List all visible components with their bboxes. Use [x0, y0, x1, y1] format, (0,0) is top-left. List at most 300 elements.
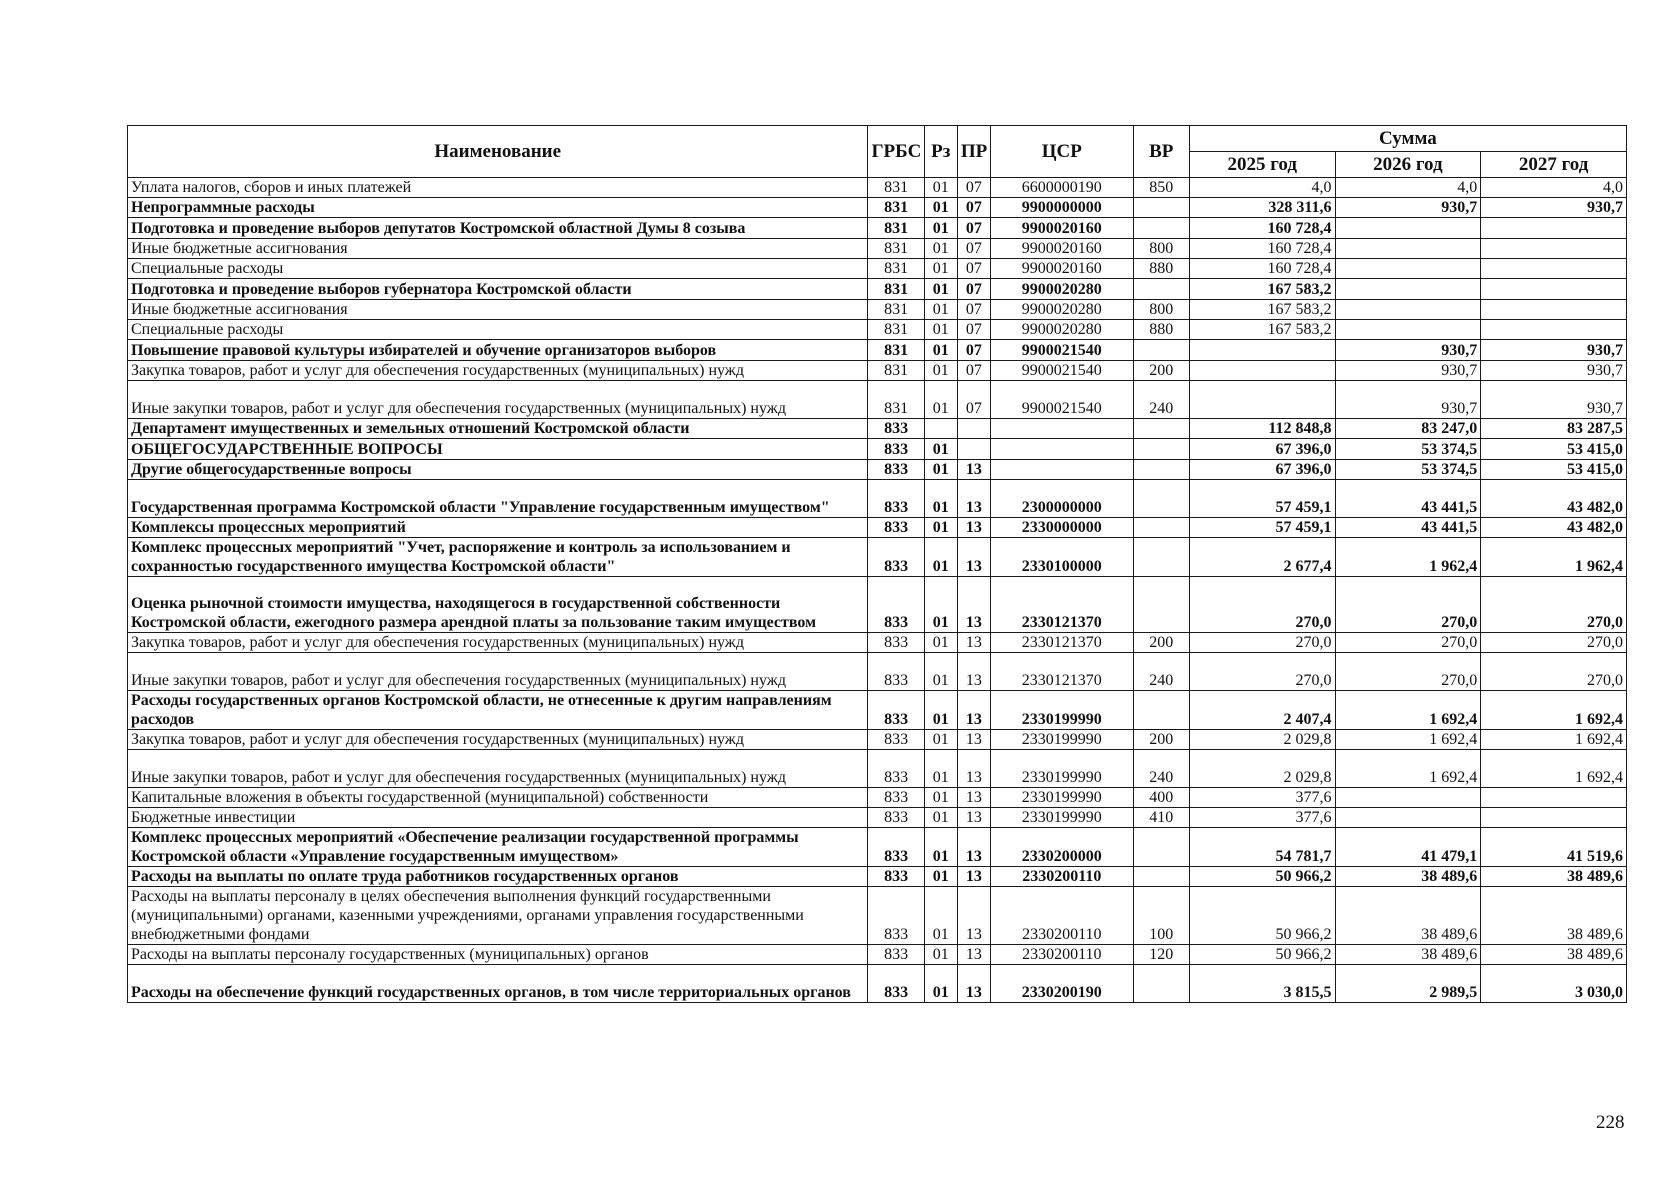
cell-amount-2027: 930,7 [1481, 361, 1627, 381]
cell-name: Расходы государственных органов Костромской области, не отнесенные к другим направлениям расходов [128, 691, 868, 730]
cell-amount-2026 [1335, 788, 1481, 808]
cell-pr: 13 [957, 750, 990, 788]
cell-name: Повышение правовой культуры избирателей и обучение организаторов выборов [128, 340, 868, 361]
cell-csr: 2330121370 [990, 577, 1133, 633]
cell-csr: 2330000000 [990, 518, 1133, 538]
cell-amount-2025: 67 396,0 [1189, 439, 1335, 460]
cell-amount-2026: 38 489,6 [1335, 887, 1481, 945]
cell-vr: 880 [1133, 259, 1189, 279]
cell-amount-2025: 167 583,2 [1189, 300, 1335, 320]
table-row [128, 361, 1627, 381]
cell-vr [1133, 439, 1189, 460]
cell-vr: 200 [1133, 730, 1189, 750]
cell-name: Капитальные вложения в объекты государственной (муниципальной) собственности [128, 788, 868, 808]
cell-amount-2025: 57 459,1 [1189, 480, 1335, 518]
cell-vr: 240 [1133, 653, 1189, 691]
cell-name: Расходы на обеспечение функций государственных органов, в том числе территориальных органов [128, 965, 868, 1003]
cell-grbs: 833 [868, 538, 924, 577]
cell-grbs: 831 [868, 320, 924, 340]
cell-grbs: 833 [868, 730, 924, 750]
cell-rz: 01 [924, 480, 957, 518]
cell-csr: 9900021540 [990, 340, 1133, 361]
cell-amount-2026: 43 441,5 [1335, 480, 1481, 518]
cell-amount-2027: 3 030,0 [1481, 965, 1627, 1003]
cell-csr: 9900000000 [990, 198, 1133, 218]
header-sum: Сумма [1189, 126, 1626, 152]
cell-name: Другие общегосударственные вопросы [128, 460, 868, 480]
table-row [128, 945, 1627, 965]
cell-amount-2025 [1189, 361, 1335, 381]
cell-csr: 9900021540 [990, 381, 1133, 419]
header-name: Наименование [128, 126, 868, 178]
cell-vr [1133, 480, 1189, 518]
cell-rz: 01 [924, 460, 957, 480]
cell-csr: 2330199990 [990, 750, 1133, 788]
cell-amount-2026: 53 374,5 [1335, 439, 1481, 460]
cell-amount-2026: 38 489,6 [1335, 867, 1481, 887]
cell-rz: 01 [924, 788, 957, 808]
table-row [128, 867, 1627, 887]
cell-amount-2027 [1481, 320, 1627, 340]
cell-grbs: 833 [868, 887, 924, 945]
cell-csr: 2330200000 [990, 828, 1133, 867]
cell-rz: 01 [924, 633, 957, 653]
cell-amount-2026: 930,7 [1335, 381, 1481, 419]
cell-grbs: 831 [868, 259, 924, 279]
cell-csr [990, 419, 1133, 439]
cell-amount-2026 [1335, 218, 1481, 239]
cell-amount-2027: 270,0 [1481, 633, 1627, 653]
cell-vr [1133, 538, 1189, 577]
cell-name: Оценка рыночной стоимости имущества, находящегося в государственной собственности Костромской области, ежегодного размера арендной платы за пользование таким имуществом [128, 577, 868, 633]
cell-vr [1133, 218, 1189, 239]
cell-csr: 9900020160 [990, 239, 1133, 259]
cell-amount-2027: 930,7 [1481, 381, 1627, 419]
cell-name: Закупка товаров, работ и услуг для обеспечения государственных (муниципальных) нужд [128, 730, 868, 750]
cell-amount-2025: 50 966,2 [1189, 945, 1335, 965]
cell-amount-2027: 1 692,4 [1481, 691, 1627, 730]
cell-grbs: 833 [868, 691, 924, 730]
cell-vr [1133, 198, 1189, 218]
cell-amount-2025: 3 815,5 [1189, 965, 1335, 1003]
cell-grbs: 833 [868, 633, 924, 653]
table-row [128, 633, 1627, 653]
table-row [128, 965, 1627, 1003]
cell-vr [1133, 340, 1189, 361]
table-row [128, 460, 1627, 480]
table-row [128, 218, 1627, 239]
cell-csr: 9900020280 [990, 300, 1133, 320]
cell-amount-2026: 270,0 [1335, 653, 1481, 691]
cell-csr: 6600000190 [990, 178, 1133, 198]
cell-grbs: 831 [868, 239, 924, 259]
table-row [128, 808, 1627, 828]
cell-pr [957, 419, 990, 439]
cell-grbs: 833 [868, 788, 924, 808]
cell-name: Иные бюджетные ассигнования [128, 300, 868, 320]
cell-vr: 880 [1133, 320, 1189, 340]
cell-name: Иные закупки товаров, работ и услуг для обеспечения государственных (муниципальных) нужд [128, 750, 868, 788]
cell-vr: 200 [1133, 633, 1189, 653]
cell-amount-2026: 270,0 [1335, 633, 1481, 653]
table-row [128, 887, 1627, 945]
cell-vr: 800 [1133, 300, 1189, 320]
cell-pr: 07 [957, 178, 990, 198]
cell-name: Подготовка и проведение выборов депутатов Костромской областной Думы 8 созыва [128, 218, 868, 239]
cell-pr: 13 [957, 577, 990, 633]
cell-pr: 07 [957, 300, 990, 320]
cell-vr [1133, 518, 1189, 538]
cell-vr: 100 [1133, 887, 1189, 945]
header-pr: ПР [957, 126, 990, 178]
cell-name: Расходы на выплаты персоналу в целях обеспечения выполнения функций государственными (муниципальными) органами, казенными учреждениями, органами управления государственными внебюджетными фондами [128, 887, 868, 945]
cell-grbs: 833 [868, 419, 924, 439]
cell-csr: 2330121370 [990, 633, 1133, 653]
cell-pr: 13 [957, 945, 990, 965]
cell-csr: 2330200110 [990, 945, 1133, 965]
cell-amount-2026: 2 989,5 [1335, 965, 1481, 1003]
cell-pr: 07 [957, 381, 990, 419]
budget-table [127, 125, 1627, 1003]
cell-name: Государственная программа Костромской области "Управление государственным имуществом" [128, 480, 868, 518]
cell-amount-2026: 930,7 [1335, 198, 1481, 218]
cell-amount-2027: 1 962,4 [1481, 538, 1627, 577]
table-header [128, 126, 1627, 178]
cell-pr [957, 439, 990, 460]
cell-vr: 120 [1133, 945, 1189, 965]
cell-amount-2027 [1481, 300, 1627, 320]
table-row [128, 300, 1627, 320]
cell-amount-2025: 270,0 [1189, 653, 1335, 691]
cell-pr: 13 [957, 460, 990, 480]
cell-pr: 07 [957, 198, 990, 218]
cell-csr: 9900020160 [990, 218, 1133, 239]
table-row [128, 828, 1627, 867]
cell-grbs: 831 [868, 279, 924, 300]
cell-rz: 01 [924, 887, 957, 945]
cell-vr [1133, 460, 1189, 480]
cell-amount-2027: 4,0 [1481, 178, 1627, 198]
cell-amount-2027: 270,0 [1481, 653, 1627, 691]
cell-rz: 01 [924, 279, 957, 300]
cell-amount-2025: 160 728,4 [1189, 239, 1335, 259]
cell-vr [1133, 691, 1189, 730]
cell-amount-2025: 112 848,8 [1189, 419, 1335, 439]
table-row [128, 340, 1627, 361]
cell-name: Закупка товаров, работ и услуг для обеспечения государственных (муниципальных) нужд [128, 633, 868, 653]
cell-rz: 01 [924, 867, 957, 887]
cell-grbs: 833 [868, 808, 924, 828]
cell-csr [990, 460, 1133, 480]
cell-amount-2027: 38 489,6 [1481, 867, 1627, 887]
cell-amount-2026: 41 479,1 [1335, 828, 1481, 867]
cell-pr: 07 [957, 279, 990, 300]
table-row [128, 691, 1627, 730]
header-year-2027: 2027 год [1481, 152, 1627, 178]
cell-name: Расходы на выплаты персоналу государственных (муниципальных) органов [128, 945, 868, 965]
cell-rz [924, 419, 957, 439]
table-row [128, 538, 1627, 577]
cell-name: Специальные расходы [128, 259, 868, 279]
cell-rz: 01 [924, 259, 957, 279]
cell-grbs: 831 [868, 198, 924, 218]
cell-name: Департамент имущественных и земельных отношений Костромской области [128, 419, 868, 439]
cell-amount-2027: 43 482,0 [1481, 480, 1627, 518]
cell-grbs: 833 [868, 577, 924, 633]
cell-csr: 9900021540 [990, 361, 1133, 381]
cell-amount-2026 [1335, 279, 1481, 300]
cell-pr: 13 [957, 730, 990, 750]
cell-name: Иные бюджетные ассигнования [128, 239, 868, 259]
cell-amount-2027 [1481, 808, 1627, 828]
cell-amount-2026: 53 374,5 [1335, 460, 1481, 480]
cell-csr: 2330200110 [990, 887, 1133, 945]
cell-pr: 07 [957, 259, 990, 279]
cell-csr: 2330100000 [990, 538, 1133, 577]
cell-amount-2025: 54 781,7 [1189, 828, 1335, 867]
cell-rz: 01 [924, 239, 957, 259]
cell-csr [990, 439, 1133, 460]
cell-rz: 01 [924, 178, 957, 198]
cell-amount-2025: 50 966,2 [1189, 867, 1335, 887]
cell-csr: 9900020160 [990, 259, 1133, 279]
cell-rz: 01 [924, 828, 957, 867]
cell-amount-2027: 270,0 [1481, 577, 1627, 633]
cell-pr: 07 [957, 320, 990, 340]
table-row [128, 178, 1627, 198]
table-row [128, 480, 1627, 518]
table-row [128, 320, 1627, 340]
cell-rz: 01 [924, 300, 957, 320]
cell-grbs: 831 [868, 361, 924, 381]
cell-rz: 01 [924, 577, 957, 633]
cell-name: Комплекс процессных мероприятий "Учет, распоряжение и контроль за использованием и сохранностью государственного имущества Костромской области" [128, 538, 868, 577]
cell-pr: 13 [957, 653, 990, 691]
cell-amount-2027 [1481, 239, 1627, 259]
cell-rz: 01 [924, 750, 957, 788]
table-row [128, 730, 1627, 750]
cell-vr: 200 [1133, 361, 1189, 381]
cell-rz: 01 [924, 198, 957, 218]
cell-rz: 01 [924, 945, 957, 965]
header-vr: ВР [1133, 126, 1189, 178]
cell-amount-2025: 377,6 [1189, 808, 1335, 828]
cell-name: Подготовка и проведение выборов губернатора Костромской области [128, 279, 868, 300]
table-row [128, 279, 1627, 300]
cell-amount-2025: 2 407,4 [1189, 691, 1335, 730]
cell-rz: 01 [924, 340, 957, 361]
cell-amount-2026: 270,0 [1335, 577, 1481, 633]
cell-amount-2026: 1 692,4 [1335, 750, 1481, 788]
cell-grbs: 833 [868, 518, 924, 538]
cell-amount-2025: 50 966,2 [1189, 887, 1335, 945]
cell-amount-2026: 38 489,6 [1335, 945, 1481, 965]
header-rz: Рз [924, 126, 957, 178]
cell-amount-2025: 160 728,4 [1189, 218, 1335, 239]
cell-amount-2025: 377,6 [1189, 788, 1335, 808]
cell-amount-2026 [1335, 300, 1481, 320]
cell-amount-2027: 930,7 [1481, 340, 1627, 361]
cell-rz: 01 [924, 808, 957, 828]
cell-grbs: 833 [868, 750, 924, 788]
cell-name: Комплекс процессных мероприятий «Обеспечение реализации государственной программы Костромской области «Управление государственным имуществом» [128, 828, 868, 867]
cell-name: Закупка товаров, работ и услуг для обеспечения государственных (муниципальных) нужд [128, 361, 868, 381]
cell-grbs: 831 [868, 300, 924, 320]
cell-grbs: 831 [868, 218, 924, 239]
cell-csr: 2330200190 [990, 965, 1133, 1003]
cell-rz: 01 [924, 381, 957, 419]
cell-amount-2027: 38 489,6 [1481, 887, 1627, 945]
table-row [128, 198, 1627, 218]
cell-pr: 13 [957, 965, 990, 1003]
cell-pr: 07 [957, 361, 990, 381]
cell-vr: 410 [1133, 808, 1189, 828]
cell-amount-2025 [1189, 381, 1335, 419]
cell-rz: 01 [924, 653, 957, 691]
cell-amount-2026: 930,7 [1335, 340, 1481, 361]
cell-pr: 13 [957, 808, 990, 828]
cell-amount-2026: 1 692,4 [1335, 691, 1481, 730]
cell-pr: 07 [957, 239, 990, 259]
cell-rz: 01 [924, 218, 957, 239]
cell-pr: 13 [957, 887, 990, 945]
cell-name: Иные закупки товаров, работ и услуг для обеспечения государственных (муниципальных) нужд [128, 653, 868, 691]
cell-amount-2027: 1 692,4 [1481, 730, 1627, 750]
cell-amount-2027 [1481, 259, 1627, 279]
cell-amount-2025: 160 728,4 [1189, 259, 1335, 279]
cell-vr [1133, 577, 1189, 633]
cell-pr: 13 [957, 633, 990, 653]
cell-amount-2027 [1481, 218, 1627, 239]
cell-vr [1133, 419, 1189, 439]
cell-amount-2026: 930,7 [1335, 361, 1481, 381]
cell-vr: 850 [1133, 178, 1189, 198]
cell-vr [1133, 965, 1189, 1003]
cell-csr: 2300000000 [990, 480, 1133, 518]
page-number: 228 [1596, 1112, 1625, 1133]
cell-rz: 01 [924, 691, 957, 730]
cell-rz: 01 [924, 361, 957, 381]
cell-amount-2025: 270,0 [1189, 577, 1335, 633]
cell-pr: 07 [957, 218, 990, 239]
cell-name: Комплексы процессных мероприятий [128, 518, 868, 538]
cell-pr: 07 [957, 340, 990, 361]
cell-amount-2025: 67 396,0 [1189, 460, 1335, 480]
cell-csr: 9900020280 [990, 279, 1133, 300]
cell-rz: 01 [924, 730, 957, 750]
cell-grbs: 831 [868, 381, 924, 419]
table-row [128, 518, 1627, 538]
cell-csr: 2330199990 [990, 808, 1133, 828]
table-row [128, 653, 1627, 691]
cell-grbs: 833 [868, 945, 924, 965]
cell-vr [1133, 867, 1189, 887]
table-row [128, 577, 1627, 633]
cell-vr [1133, 828, 1189, 867]
cell-amount-2026: 83 247,0 [1335, 419, 1481, 439]
cell-csr: 9900020280 [990, 320, 1133, 340]
cell-pr: 13 [957, 518, 990, 538]
table-row [128, 381, 1627, 419]
cell-amount-2025: 4,0 [1189, 178, 1335, 198]
header-csr: ЦСР [990, 126, 1133, 178]
cell-amount-2027: 38 489,6 [1481, 945, 1627, 965]
cell-rz: 01 [924, 439, 957, 460]
cell-amount-2026 [1335, 808, 1481, 828]
cell-pr: 13 [957, 538, 990, 577]
cell-pr: 13 [957, 480, 990, 518]
table-row [128, 439, 1627, 460]
cell-amount-2027: 1 692,4 [1481, 750, 1627, 788]
cell-grbs: 833 [868, 867, 924, 887]
header-grbs: ГРБС [868, 126, 924, 178]
cell-grbs: 833 [868, 653, 924, 691]
cell-amount-2026 [1335, 259, 1481, 279]
cell-amount-2027: 53 415,0 [1481, 439, 1627, 460]
cell-rz: 01 [924, 965, 957, 1003]
cell-vr: 800 [1133, 239, 1189, 259]
cell-amount-2027: 930,7 [1481, 198, 1627, 218]
cell-amount-2026: 1 962,4 [1335, 538, 1481, 577]
cell-amount-2026: 4,0 [1335, 178, 1481, 198]
table-row [128, 788, 1627, 808]
cell-amount-2025: 57 459,1 [1189, 518, 1335, 538]
cell-grbs: 831 [868, 340, 924, 361]
cell-grbs: 833 [868, 460, 924, 480]
cell-rz: 01 [924, 518, 957, 538]
cell-amount-2025: 270,0 [1189, 633, 1335, 653]
cell-amount-2027: 43 482,0 [1481, 518, 1627, 538]
table-row [128, 259, 1627, 279]
table-body [128, 178, 1627, 1003]
cell-amount-2025: 2 677,4 [1189, 538, 1335, 577]
cell-name: ОБЩЕГОСУДАРСТВЕННЫЕ ВОПРОСЫ [128, 439, 868, 460]
cell-csr: 2330200110 [990, 867, 1133, 887]
cell-grbs: 833 [868, 439, 924, 460]
cell-grbs: 833 [868, 828, 924, 867]
cell-grbs: 833 [868, 480, 924, 518]
cell-amount-2025: 167 583,2 [1189, 279, 1335, 300]
cell-name: Уплата налогов, сборов и иных платежей [128, 178, 868, 198]
cell-pr: 13 [957, 691, 990, 730]
cell-amount-2025: 167 583,2 [1189, 320, 1335, 340]
cell-csr: 2330121370 [990, 653, 1133, 691]
cell-pr: 13 [957, 867, 990, 887]
cell-amount-2025: 328 311,6 [1189, 198, 1335, 218]
cell-amount-2025: 2 029,8 [1189, 730, 1335, 750]
cell-rz: 01 [924, 538, 957, 577]
cell-name: Бюджетные инвестиции [128, 808, 868, 828]
cell-amount-2026 [1335, 239, 1481, 259]
cell-vr: 240 [1133, 750, 1189, 788]
cell-amount-2027 [1481, 788, 1627, 808]
header-year-2026: 2026 год [1335, 152, 1481, 178]
cell-amount-2025: 2 029,8 [1189, 750, 1335, 788]
table-row [128, 419, 1627, 439]
cell-pr: 13 [957, 828, 990, 867]
cell-amount-2026 [1335, 320, 1481, 340]
cell-vr: 240 [1133, 381, 1189, 419]
cell-amount-2027 [1481, 279, 1627, 300]
cell-amount-2027: 83 287,5 [1481, 419, 1627, 439]
cell-csr: 2330199990 [990, 730, 1133, 750]
cell-csr: 2330199990 [990, 788, 1133, 808]
cell-name: Иные закупки товаров, работ и услуг для обеспечения государственных (муниципальных) нужд [128, 381, 868, 419]
table-row [128, 750, 1627, 788]
cell-rz: 01 [924, 320, 957, 340]
cell-vr: 400 [1133, 788, 1189, 808]
cell-amount-2026: 43 441,5 [1335, 518, 1481, 538]
